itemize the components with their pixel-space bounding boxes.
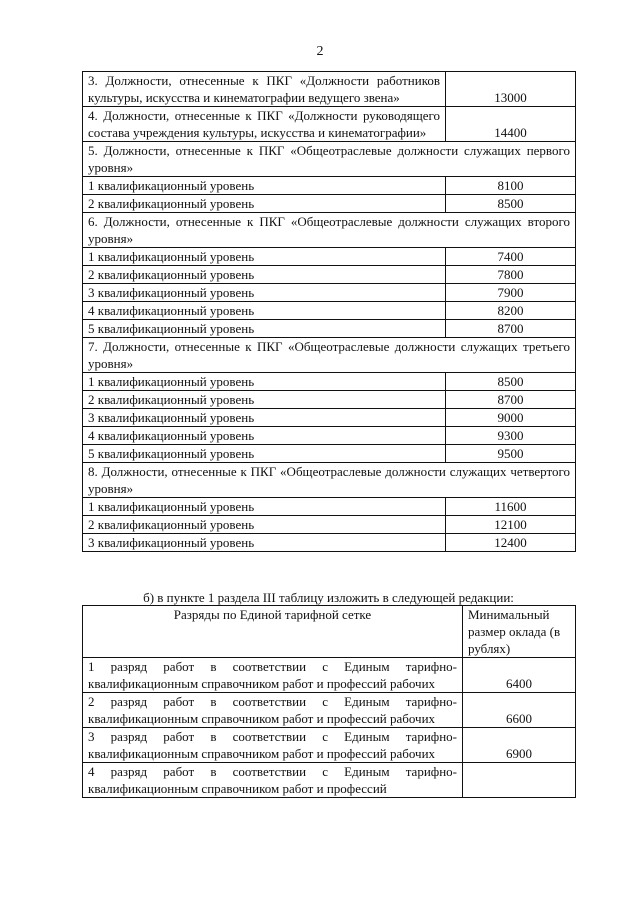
grade-value: 6400 (463, 658, 576, 693)
section-row (83, 107, 576, 142)
grade-value (463, 763, 576, 798)
level-value: 7400 (446, 248, 576, 266)
level-label: 3 квалификационный уровень (83, 534, 446, 552)
level-value: 12100 (446, 516, 576, 534)
instruction-text: б) в пункте 1 раздела III таблицу изложить в следующей редакции: (143, 590, 514, 605)
level-label: 1 квалификационный уровень (83, 177, 446, 195)
page-number: 2 (316, 44, 324, 59)
level-value: 8700 (446, 320, 576, 338)
section-value: 14400 (446, 107, 576, 142)
level-value: 8700 (446, 391, 576, 409)
level-label: 5 квалификационный уровень (83, 320, 446, 338)
level-label: 2 квалификационный уровень (83, 266, 446, 284)
grade-value: 6900 (463, 728, 576, 763)
header-grades: Разряды по Единой тарифной сетке (83, 606, 463, 658)
grade-label: 2 разряд работ в соответствии с Единым тарифно-квалификационным справочником работ и профессий рабочих (83, 693, 463, 728)
level-value: 12400 (446, 534, 576, 552)
level-value: 9300 (446, 427, 576, 445)
table-row (83, 284, 576, 302)
salary-table-pkg-body (83, 72, 576, 552)
section-row (83, 72, 576, 107)
level-value: 8200 (446, 302, 576, 320)
level-value: 8500 (446, 195, 576, 213)
table-header-row (83, 606, 576, 658)
grade-value: 6600 (463, 693, 576, 728)
table-row (83, 177, 576, 195)
table-row (83, 534, 576, 552)
salary-table-grades-body (83, 658, 576, 798)
table-row (83, 427, 576, 445)
section-label: 8. Должности, отнесенные к ПКГ «Общеотраслевые должности служащих четвертого уровня» (83, 463, 576, 498)
level-value: 8500 (446, 373, 576, 391)
section-label: 5. Должности, отнесенные к ПКГ «Общеотраслевые должности служащих первого уровня» (83, 142, 576, 177)
level-label: 1 квалификационный уровень (83, 373, 446, 391)
table-row (83, 763, 576, 798)
table-row (83, 693, 576, 728)
section-row (83, 338, 576, 373)
level-value: 8100 (446, 177, 576, 195)
table-row (83, 409, 576, 427)
table-row (83, 373, 576, 391)
level-value: 9000 (446, 409, 576, 427)
level-label: 2 квалификационный уровень (83, 391, 446, 409)
grade-label: 4 разряд работ в соответствии с Единым тарифно-квалификационным справочником работ и профессий (83, 763, 463, 798)
table-row (83, 248, 576, 266)
level-value: 9500 (446, 445, 576, 463)
level-label: 1 квалификационный уровень (83, 498, 446, 516)
section-label: 6. Должности, отнесенные к ПКГ «Общеотраслевые должности служащих второго уровня» (83, 213, 576, 248)
section-row (83, 142, 576, 177)
table-row (83, 320, 576, 338)
header-min-salary: Минимальный размер оклада (в рублях) (463, 606, 576, 658)
grade-label: 1 разряд работ в соответствии с Единым тарифно-квалификационным справочником работ и профессий рабочих (83, 658, 463, 693)
section-row (83, 463, 576, 498)
table-row (83, 658, 576, 693)
level-value: 11600 (446, 498, 576, 516)
level-label: 5 квалификационный уровень (83, 445, 446, 463)
section-row (83, 213, 576, 248)
salary-table-grades (82, 605, 576, 798)
table-row (83, 498, 576, 516)
table-row (83, 516, 576, 534)
level-label: 2 квалификационный уровень (83, 195, 446, 213)
level-label: 2 квалификационный уровень (83, 516, 446, 534)
level-label: 1 квалификационный уровень (83, 248, 446, 266)
section-label: 3. Должности, отнесенные к ПКГ «Должности работников культуры, искусства и кинематографии ведущего звена» (83, 72, 446, 107)
section-label: 4. Должности, отнесенные к ПКГ «Должности руководящего состава учреждения культуры, искусства и кинематографии» (83, 107, 446, 142)
grade-label: 3 разряд работ в соответствии с Единым тарифно-квалификационным справочником работ и профессий рабочих (83, 728, 463, 763)
level-value: 7900 (446, 284, 576, 302)
salary-table-pkg (82, 71, 576, 552)
table-row (83, 728, 576, 763)
table-row (83, 391, 576, 409)
section-label: 7. Должности, отнесенные к ПКГ «Общеотраслевые должности служащих третьего уровня» (83, 338, 576, 373)
level-label: 3 квалификационный уровень (83, 409, 446, 427)
level-value: 7800 (446, 266, 576, 284)
level-label: 4 квалификационный уровень (83, 302, 446, 320)
table-row (83, 266, 576, 284)
table-row (83, 302, 576, 320)
table-row (83, 195, 576, 213)
table-row (83, 445, 576, 463)
section-value: 13000 (446, 72, 576, 107)
level-label: 4 квалификационный уровень (83, 427, 446, 445)
level-label: 3 квалификационный уровень (83, 284, 446, 302)
